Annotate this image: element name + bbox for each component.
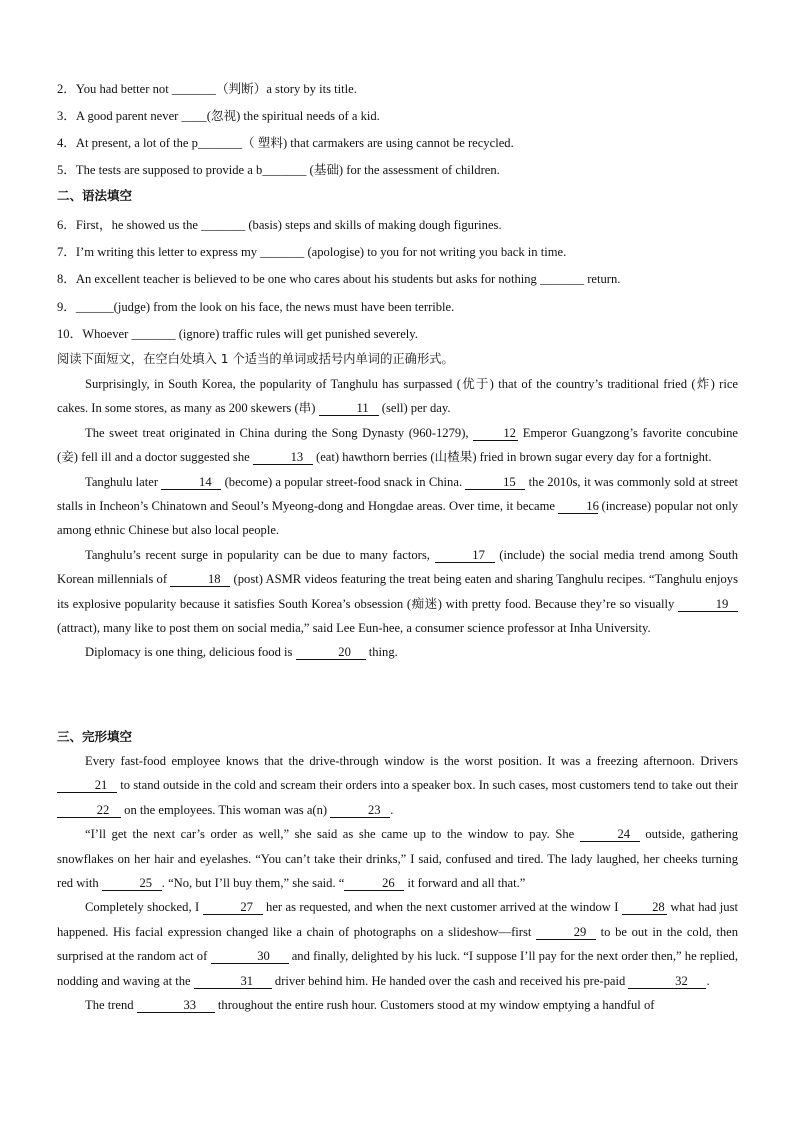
answer-blank-17[interactable]: 17 [435,549,495,563]
paragraph: The trend 33 throughout the entire rush hour. Customers stood at my window emptying a handful of [85,998,655,1013]
answer-blank[interactable]: _______ [197,136,243,150]
answer-blank[interactable]: _______ [260,245,305,259]
question-text: A good parent never [75,109,182,123]
question-text: (ignore) traffic rules will get punished severely. [175,327,418,341]
question-5 [57,159,500,178]
answer-blank-12[interactable]: 12 [473,427,518,441]
question-number: 10． [57,327,83,341]
answer-blank-14[interactable]: 14 [161,476,221,490]
answer-blank-15[interactable]: 15 [465,476,525,490]
answer-blank[interactable]: _______ [201,218,246,232]
answer-blank-16[interactable]: 16 [558,500,598,514]
question-number: 2． [57,82,76,96]
question-text: （ 塑料) that carmakers are using cannot be recycled. [242,136,514,150]
answer-blank-27[interactable]: 27 [203,901,263,915]
question-text: (judge) from the look on his face, the news must have been terrible. [113,300,455,314]
question-text: Whoever [82,327,132,341]
answer-blank-30[interactable]: 30 [211,950,289,964]
question-text: return. [584,272,621,286]
question-text: An excellent teacher is believed to be one who cares about his students but asks for nothing [75,272,540,286]
question-10 [57,323,418,342]
question-number: 5． [57,163,76,177]
question-number: 4． [57,136,76,150]
answer-blank[interactable]: _______ [262,163,307,177]
question-9 [57,296,454,315]
answer-blank[interactable]: ____ [181,109,207,123]
answer-blank[interactable]: _______ [171,82,216,96]
question-4 [57,132,514,151]
question-6 [57,214,502,233]
answer-blank-20[interactable]: 20 [296,646,366,660]
question-text: (基础) for the assessment of children. [309,163,500,177]
question-text: (忽视) the spiritual needs of a kid. [206,109,380,123]
answer-blank-21[interactable]: 21 [57,779,117,793]
section-heading-cloze: 三、完形填空 [57,729,133,744]
answer-blank-13[interactable]: 13 [253,451,313,465]
instruction-text: 阅读下面短文，在空白处填入 1 个适当的单词或括号内单词的正确形式。 [57,352,454,366]
answer-blank-31[interactable]: 31 [194,975,272,989]
answer-blank-24[interactable]: 24 [580,828,640,842]
answer-blank-29[interactable]: 29 [536,926,596,940]
answer-blank-18[interactable]: 18 [170,573,230,587]
answer-blank-11[interactable]: 11 [319,402,379,416]
reading-passage-tanghulu [57,372,738,665]
answer-blank[interactable]: ______ [75,300,114,314]
question-text: First，he showed us the [75,218,202,232]
paragraph: The sweet treat originated in China during the Song Dynasty (960-1279), 12 Emperor Guangzong’s favorite concubine (妾) fell ill and a doctor suggested she 13 (eat) hawthorn berries (山楂果) fried in brown sugar every day for a fortnight. [57,425,738,465]
answer-blank-26[interactable]: 26 [344,877,404,891]
paragraph: Tanghulu later 14 (become) a popular street-food snack in China. 15 the 2010s, it was commonly sold at street stalls in Incheon’s Chinatown and Seoul’s Myeong-dong and Hongdae areas. Over time, it became 16 (increase) popular not only among ethnic Chinese but also local people. [57,474,738,538]
question-text: You had better not [75,82,172,96]
answer-blank-28[interactable]: 28 [622,901,667,915]
paragraph: Tanghulu’s recent surge in popularity can be due to many factors, 17 (include) the social media trend among South Korean millennials of 18 (post) ASMR videos featuring the treat being eaten and sharing Tanghulu recipes. “Tanghulu enjoys its explosive popularity because it satisfies South Korea’s obsession (痴迷) with pretty food. Because they’re so visually 19 (attract), many like to post them on social media,” said Lee Eun-hee, a consumer science professor at Inha University. [57,547,738,636]
paragraph: Completely shocked, I 27 her as requested, and when the next customer arrived at the window I 28 what had just happened. His facial expression changed like a chain of photographs on a slideshow—first 29 to be out in the cold, then surprised at the random act of 30 and finally, delighted by his luck. “I suppose I’ll pay for the next order then,” he replied, nodding and waving at the 31 driver behind him. He handed over the cash and received his pre-paid 32 . [57,900,739,988]
question-number: 6． [57,218,76,232]
paragraph: Surprisingly, in South Korea, the popularity of Tanghulu has surpassed (优于) that of the country’s traditional fried (炸) rice cakes. In some stores, as many as 200 skewers (串) 11 (sell) per day. [57,377,738,416]
question-number: 7． [57,245,76,259]
paragraph: “I’ll get the next car’s order as well,” she said as she came up to the window to pay. She 24 outside, gathering snowflakes on her hair and eyelashes. “You can’t take their drinks,” I said, confused and tired. The lady laughed, her cheeks turning red with 25 . “No, but I’ll buy them,” she said. “ 26 it forward and all that.” [57,827,738,891]
question-text: At present, a lot of the p [75,136,198,150]
question-number: 3． [57,109,76,123]
question-text: I’m writing this letter to express my [75,245,261,259]
question-number: 9． [57,300,76,314]
question-number: 8． [57,272,76,286]
question-text: (apologise) to you for not writing you back in time. [304,245,567,259]
answer-blank-23[interactable]: 23 [330,804,390,818]
question-2 [57,78,357,97]
cloze-passage [57,749,738,1017]
question-text: （判断）a story by its title. [215,82,357,96]
answer-blank-32[interactable]: 32 [628,975,706,989]
question-7 [57,241,566,260]
question-8 [57,268,620,287]
question-text: The tests are supposed to provide a b [75,163,263,177]
paragraph: Every fast-food employee knows that the drive-through window is the worst position. It was a freezing afternoon. Drivers 21 to stand outside in the cold and scream their orders into a speaker box. In such cases, most customers tend to take out their 22 on the employees. This woman was a(n) 23 . [57,749,738,822]
question-3 [57,105,380,124]
answer-blank-33[interactable]: 33 [137,999,215,1013]
answer-blank[interactable]: _______ [131,327,176,341]
section-heading-grammar: 二、语法填空 [57,188,133,203]
question-text: (basis) steps and skills of making dough figurines. [245,218,502,232]
answer-blank-19[interactable]: 19 [678,598,738,612]
answer-blank-25[interactable]: 25 [102,877,162,891]
paragraph: Diplomacy is one thing, delicious food is 20 thing. [85,645,398,660]
answer-blank[interactable]: _______ [539,272,585,286]
answer-blank-22[interactable]: 22 [57,804,121,818]
